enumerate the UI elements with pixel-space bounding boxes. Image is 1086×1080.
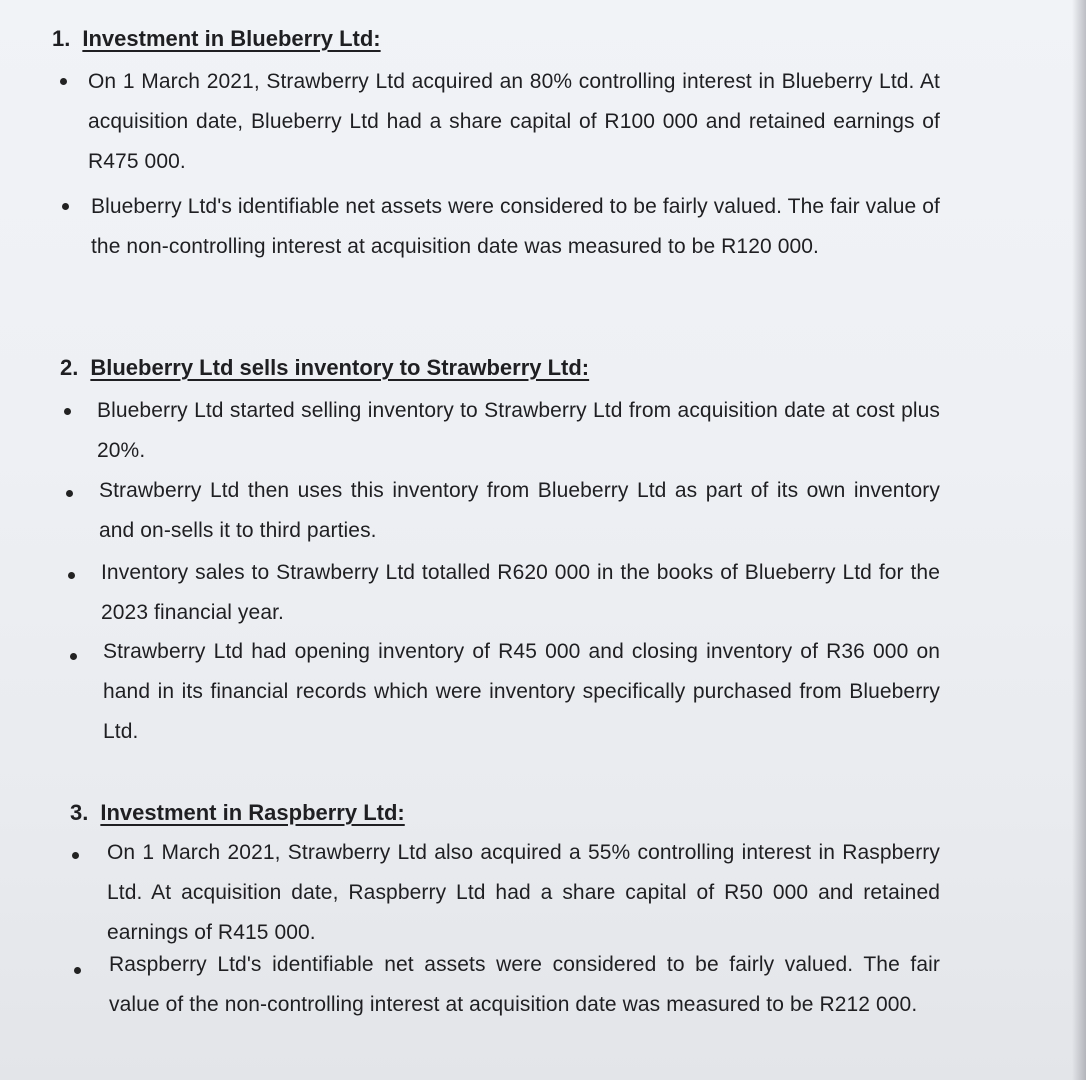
section-2-bullet-4: Strawberry Ltd had opening inventory of R45 000 and closing inventory of R36 000 on hand in its financial records which were inventory specifically purchased from Blueberry Ltd. (103, 640, 940, 743)
section-3-title: Investment in Raspberry Ltd: (100, 800, 405, 825)
section-3-bullet-1: On 1 March 2021, Strawberry Ltd also acquired a 55% controlling interest in Raspberry Ltd. At acquisition date, Raspberry Ltd had a share capital of R50 000 and retained earnings of R415 000. (107, 841, 940, 944)
bullet-2-2 (66, 490, 73, 497)
section-3-heading (70, 800, 405, 826)
section-1-heading (52, 26, 381, 52)
section-3-bullet-2: Raspberry Ltd's identifiable net assets were considered to be fairly valued. The fair value of the non-controlling interest at acquisition date was measured to be R212 000. (109, 953, 940, 1016)
bullet-2-4 (70, 653, 77, 660)
section-1-number: 1. (52, 26, 71, 51)
section-2-bullet-3: Inventory sales to Strawberry Ltd totalled R620 000 in the books of Blueberry Ltd for the 2023 financial year. (101, 561, 940, 624)
section-2-number: 2. (60, 355, 79, 380)
section-2-bullet-2: Strawberry Ltd then uses this inventory from Blueberry Ltd as part of its own inventory and on-sells it to third parties. (99, 479, 940, 542)
section-1-bullet-1: On 1 March 2021, Strawberry Ltd acquired an 80% controlling interest in Blueberry Ltd. At acquisition date, Blueberry Ltd had a share capital of R100 000 and retained earnings of R475 000. (88, 70, 940, 173)
bullet-2-1 (64, 408, 71, 415)
section-1-bullet-2: Blueberry Ltd's identifiable net assets were considered to be fairly valued. The fair value of the non-controlling interest at acquisition date was measured to be R120 000. (91, 195, 940, 258)
section-1-title: Investment in Blueberry Ltd: (82, 26, 381, 51)
section-3-number: 3. (70, 800, 89, 825)
bullet-3-2 (74, 967, 81, 974)
bullet-1-2 (62, 203, 69, 210)
bullet-2-3 (68, 572, 75, 579)
section-2-bullet-1: Blueberry Ltd started selling inventory to Strawberry Ltd from acquisition date at cost plus 20%. (97, 399, 940, 462)
screen-edge-shadow (1072, 0, 1086, 1080)
section-2-title: Blueberry Ltd sells inventory to Strawberry Ltd: (90, 355, 590, 380)
bullet-3-1 (72, 852, 79, 859)
section-2-heading (60, 355, 589, 381)
bullet-1-1 (60, 78, 67, 85)
